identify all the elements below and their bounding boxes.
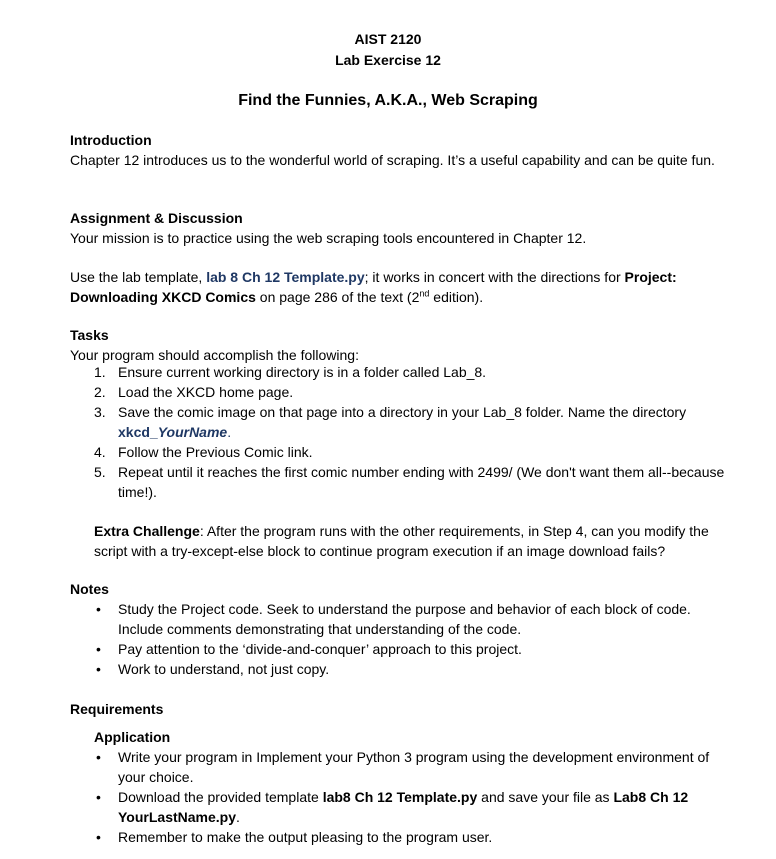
list-item-text: Write your program in Implement your Python 3 program using the development environment of your choice.	[118, 749, 710, 785]
list-item	[94, 599, 734, 639]
template-text-a: Use the lab template,	[70, 269, 207, 285]
edition-superscript: nd	[419, 288, 430, 299]
requirements-section	[70, 699, 740, 719]
list-item-text: Remember to make the output pleasing to the program user.	[118, 829, 493, 845]
list-item	[94, 402, 734, 442]
list-item	[94, 639, 734, 659]
list-item-text: Pay attention to the ‘divide-and-conquer’ approach to this project.	[118, 641, 522, 657]
list-item-text: Load the XKCD home page.	[118, 384, 294, 400]
assignment-text: Your mission is to practice using the web scraping tools encountered in Chapter 12.	[70, 230, 587, 246]
bullet-icon: •	[96, 829, 101, 845]
list-item-text: Work to understand, not just copy.	[118, 661, 330, 677]
notes-section	[70, 579, 740, 599]
list-item-text: Save the comic image on that page into a directory in your Lab_8 folder. Name the directory	[118, 404, 687, 420]
tasks-heading: Tasks	[70, 327, 109, 343]
list-item-text: and save your file as	[477, 789, 614, 805]
intro-heading: Introduction	[70, 132, 152, 148]
notes-heading: Notes	[70, 581, 109, 597]
bullet-icon: •	[96, 789, 101, 805]
extra-challenge-text: : After the program runs with the other requirements, in Step 4, can you modify the script with a try-except-else block to continue program execution if an image download fails?	[94, 523, 709, 559]
requirements-list	[94, 747, 734, 847]
list-item	[94, 787, 734, 827]
list-item	[94, 362, 734, 382]
list-item-text: Follow the Previous Comic link.	[118, 444, 313, 460]
tasks-section	[70, 325, 740, 365]
document-title: Find the Funnies, A.K.A., Web Scraping	[238, 92, 538, 109]
template-filename: lab8 Ch 12 Template.py	[322, 789, 478, 805]
list-item	[94, 462, 734, 502]
template-text-c: on page 286 of the text (2	[255, 289, 420, 305]
template-filename: lab 8 Ch 12 Template.py	[206, 269, 365, 285]
list-item	[94, 442, 734, 462]
bullet-icon: •	[96, 661, 101, 677]
list-item-period: .	[236, 809, 240, 825]
list-number: 3.	[94, 404, 106, 420]
list-number: 5.	[94, 464, 106, 480]
template-text-b: ; it works in concert with the directions for	[364, 269, 625, 285]
bullet-icon: •	[96, 601, 101, 617]
project-reference: Project: Downloading XKCD Comics	[70, 269, 677, 305]
list-number: 4.	[94, 444, 106, 460]
extra-challenge-label: Extra Challenge	[94, 523, 200, 539]
output-filename: Lab8 Ch 12 YourLastName.py	[118, 789, 689, 825]
list-item-text: Download the provided template	[118, 789, 323, 805]
template-paragraph	[70, 267, 740, 307]
bullet-icon: •	[96, 641, 101, 657]
directory-name: xkcd_	[118, 424, 158, 440]
intro-section	[70, 130, 740, 170]
tasks-intro: Your program should accomplish the following:	[70, 347, 359, 363]
list-item-period: .	[227, 424, 232, 440]
template-text-d: edition).	[429, 289, 484, 305]
extra-challenge	[94, 521, 734, 561]
list-item-text: Study the Project code. Seek to understand the purpose and behavior of each block of code. Include comments demonstrating that understanding of the code.	[118, 601, 691, 637]
assignment-section	[70, 208, 740, 248]
lab-number: Lab Exercise 12	[335, 52, 441, 68]
list-number: 1.	[94, 364, 106, 380]
list-item	[94, 827, 734, 847]
intro-text: Chapter 12 introduces us to the wonderful world of scraping. It’s a useful capability and can be quite fun.	[70, 152, 715, 168]
application-subsection	[94, 727, 734, 747]
list-item-text: Repeat until it reaches the first comic number ending with 2499/ (We don't want them all--because time!).	[118, 464, 725, 500]
list-item-text: Ensure current working directory is in a folder called Lab_8.	[118, 364, 487, 380]
list-item	[94, 747, 734, 787]
requirements-heading: Requirements	[70, 701, 164, 717]
list-item	[94, 659, 734, 679]
assignment-heading: Assignment & Discussion	[70, 210, 243, 226]
list-number: 2.	[94, 384, 106, 400]
bullet-icon: •	[96, 749, 101, 765]
tasks-list	[94, 362, 734, 502]
application-heading: Application	[94, 729, 171, 745]
course-code: AIST 2120	[354, 31, 422, 47]
list-item	[94, 382, 734, 402]
notes-list	[94, 599, 734, 679]
directory-name-placeholder: YourName	[157, 424, 228, 440]
